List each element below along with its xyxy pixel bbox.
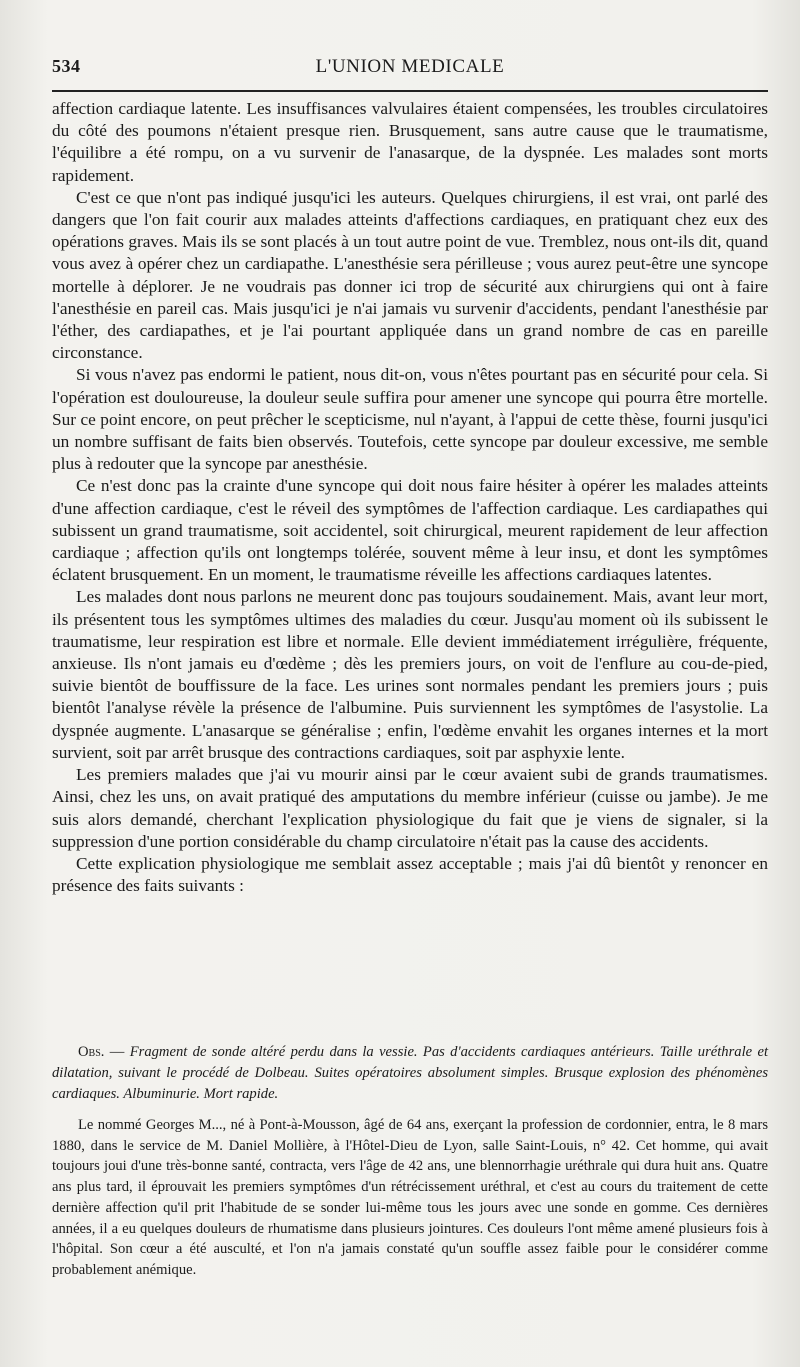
header-rule xyxy=(52,90,768,92)
running-title: L'UNION MEDICALE xyxy=(315,56,505,77)
page-header xyxy=(52,52,768,82)
observation-title: Fragment de sonde altéré perdu dans la vessie. Pas d'accidents cardiaques antérieurs. Taille uréthrale et dilatation, suivant le procédé de Dolbeau. Suites opératoires absolument simples. Brusque explosion des phénomènes cardiaques. Albuminurie. Mort rapide. xyxy=(52,1044,768,1102)
paragraph: Les premiers malades que j'ai vu mourir ainsi par le cœur avaient subi de grands traumatismes. Ainsi, chez les uns, on avait pratiqué des amputations du membre inférieur (cuisse ou jambe). Je me suis alors demandé, cherchant l'explication physiologique du fait que je viens de signaler, si la suppression d'une portion considérable du champ circulatoire n'était pas la cause des accidents. xyxy=(52,765,768,851)
paragraph: affection cardiaque latente. Les insuffisances valvulaires étaient compensées, les troubles circulatoires du côté des poumons n'étaient presque rien. Brusquement, sans autre cause que le traumatisme, l'équilibre a été rompu, on a vu survenir de l'anasarque, de la dyspnée. Les malades sont morts rapidement. xyxy=(52,99,768,185)
case-paragraph: Le nommé Georges M..., né à Pont-à-Mousson, âgé de 64 ans, exerçant la profession de cordonnier, entra, le 8 mars 1880, dans le service de M. Daniel Mollière, à l'Hôtel-Dieu de Lyon, salle Saint-Louis, n° 42. Cet homme, qui avait toujours joui d'une très-bonne santé, contracta, vers l'âge de 42 ans, une blennorrhagie uréthrale qui dura huit ans. Quatre ans plus tard, il éprouvait les premiers symptômes d'un rétrécissement uréthral, et c'est au cours du traitement de cette dernière affection qu'il prit l'habitude de se sonder lui-même tous les jours avec une sonde en gomme. Ces dernières années, il a eu quelques douleurs de rhumatisme dans plusieurs jointures. Ces douleurs l'ont même amené plusieurs fois à l'hôpital. Son cœur a été ausculté, et l'on n'a jamais constaté qu'un souffle assez faible pour le considérer comme probablement anémique. xyxy=(52,1117,768,1278)
paragraph: Cette explication physiologique me semblait assez acceptable ; mais j'ai dû bientôt y renoncer en présence des faits suivants : xyxy=(52,853,768,896)
paragraph: Ce n'est donc pas la crainte d'une syncope qui doit nous faire hésiter à opérer les malades atteints d'une affection cardiaque, c'est le réveil des symptômes de l'affection cardiaque. Les cardiapathes qui subissent un grand traumatisme, soit accidentel, soit chirurgical, meurent rapidement de leur affection cardiaque ; affection qu'ils ont longtemps tolérée, souvent même à leur insu, et dont les symptômes éclatent brusquement. En un moment, le traumatisme réveille les affections cardiaques latentes. xyxy=(52,476,768,585)
observation-line xyxy=(52,1042,768,1105)
paragraph: C'est ce que n'ont pas indiqué jusqu'ici les auteurs. Quelques chirurgiens, il est vrai, ont parlé des dangers que l'on fait courir aux malades atteints d'affections cardiaques, en pratiquant chez eux des opérations graves. Mais ils se sont placés à un tout autre point de vue. Tremblez, nous ont-ils dit, quand vous avez à opérer chez un cardiapathe. L'anesthésie sera périlleuse ; vous aurez peut-être une syncope mortelle à déplorer. Je ne voudrais pas donner ici trop de sécurité aux chirurgiens qui ont à faire l'anesthésie en pareil cas. Mais jusqu'ici je n'ai jamais vu survenir d'accidents, pendant l'anesthésie par l'éther, des cardiapathes, et je l'ai pourtant appliquée dans un grand nombre de cas en pareille circonstance. xyxy=(52,187,768,363)
paragraph: Les malades dont nous parlons ne meurent donc pas toujours soudainement. Mais, avant leur mort, ils présentent tous les symptômes ultimes des maladies du cœur. Jusqu'au moment où ils subissent le traumatisme, leur respiration est libre et normale. Elle devient immédiatement irrégulière, fréquente, anxieuse. Ils n'ont jamais eu d'œdème ; dès les premiers jours, on voit de l'enflure au cou-de-pied, suivie bientôt de bouffissure de la face. Les urines sont normales pendant les premiers jours ; puis bientôt l'analyse révèle la présence de l'albumine. Puis surviennent les symptômes de l'asystolie. La dyspnée augmente. L'anasarque se généralise ; enfin, l'œdème envahit les organes internes et la mort survient, soit par arrêt brusque des contractions cardiaques, soit par asphyxie lente. xyxy=(52,587,768,762)
observation-dash: — xyxy=(104,1044,130,1060)
case-report xyxy=(52,1115,768,1281)
observation-heading xyxy=(52,1042,768,1105)
page-number: 534 xyxy=(52,56,81,76)
paragraph: Si vous n'avez pas endormi le patient, nous dit-on, vous n'êtes pourtant pas en sécurité pour cela. Si l'opération est douloureuse, la douleur seule suffira pour amener une syncope qui pourra être mortelle. Sur ce point encore, on peut prêcher le scepticisme, nul n'ayant, à l'appui de cette thèse, fourni jusqu'ici un nombre suffisant de faits bien observés. Toutefois, cette syncope par douleur excessive, me semble plus à redouter que la syncope par anesthésie. xyxy=(52,365,768,474)
body-text xyxy=(52,98,768,897)
observation-label: Obs. xyxy=(78,1044,105,1060)
